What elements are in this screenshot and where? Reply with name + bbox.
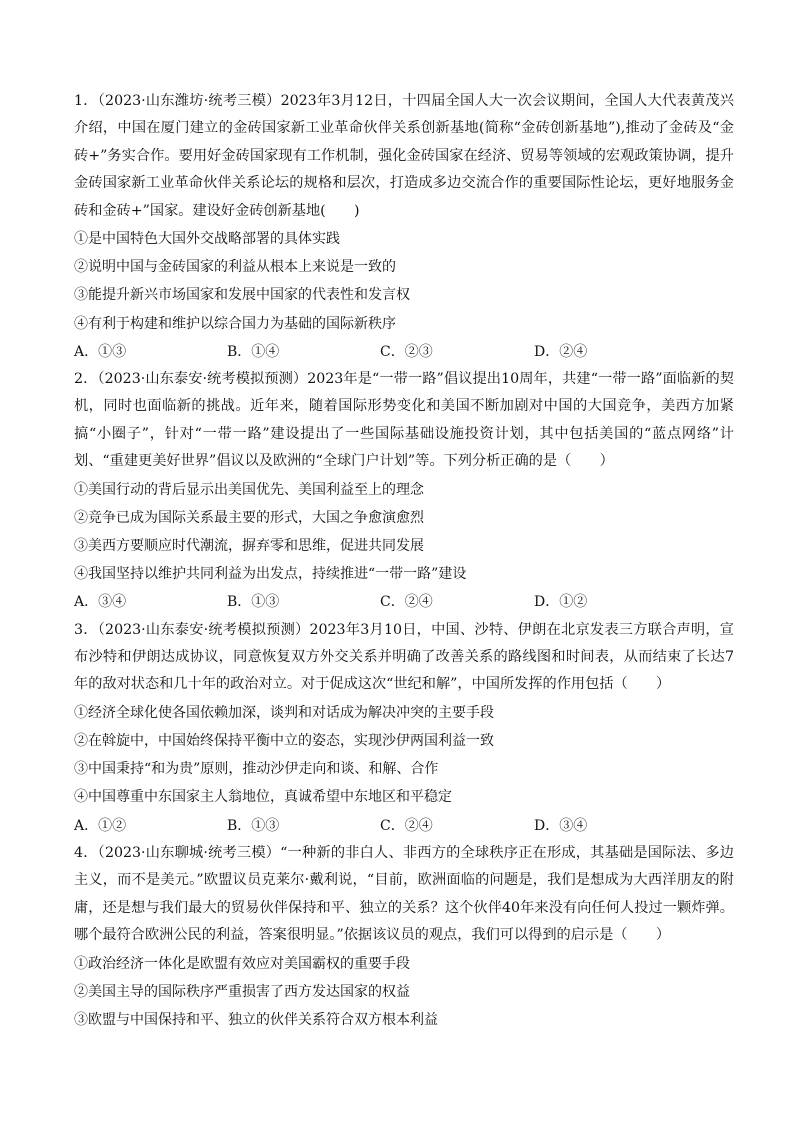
question-4 [74, 840, 734, 1034]
statement-option: ①政治经济一体化是欧盟有效应对美国霸权的重要手段 [74, 955, 410, 972]
question-stem: 1．（2023·山东潍坊·统考三模）2023年3月12日，十四届全国人大一次会议期间，全国人大代表黄茂兴介绍，中国在厦门建立的金砖国家新工业革命伙伴关系创新基地(简称“金砖创新基地”),推动了金砖及“金砖+”务实合作。要用好金砖国家现有工作机制，强化金砖国家在经济、贸易等领域的宏观政策协调，提升金砖国家新工业革命伙伴关系论坛的规格和层次，打造成多边交流合作的重要国际性论坛，更好地服务金砖和金砖+”国家。建设好金砖创新基地( ) [74, 93, 734, 219]
statement-option: ③能提升新兴市场国家和发展中国家的代表性和发言权 [74, 287, 410, 304]
statement-option: ②在斡旋中，中国始终保持平衡中立的姿态，实现沙伊两国利益一致 [74, 733, 494, 750]
question-1 [74, 88, 734, 366]
statement-option: ③欧盟与中国保持和平、独立的伙伴关系符合双方根本利益 [74, 1011, 438, 1028]
statement-option: ①经济全球化使各国依赖加深，谈判和对话成为解决冲突的主要手段 [74, 704, 494, 721]
statement-option: ①是中国特色大国外交战略部署的具体实践 [74, 231, 340, 248]
choice-d: D．③④ [534, 817, 588, 834]
choice-b: B．①③ [227, 594, 280, 611]
question-3 [74, 617, 734, 840]
answer-choices [74, 588, 734, 616]
choice-b: B．①③ [227, 817, 280, 834]
choice-a: A．①② [74, 817, 127, 834]
answer-choices [74, 812, 734, 840]
statement-option: ①美国行动的背后显示出美国优先、美国利益至上的理念 [74, 481, 424, 498]
question-stem: 3．（2023·山东泰安·统考模拟预测）2023年3月10日，中国、沙特、伊朗在北京发表三方联合声明，宣布沙特和伊朗达成协议，同意恢复双方外交关系并明确了改善关系的路线图和时间表，从而结束了长达7年的敌对状态和几十年的政治对立。对于促成这次“世纪和解”，中国所发挥的作用包括（ ） [74, 621, 734, 693]
choice-d: D．②④ [534, 343, 588, 360]
statement-option: ③中国秉持“和为贵”原则，推动沙伊走向和谈、和解、合作 [74, 761, 439, 778]
choice-c: C．②④ [380, 594, 433, 611]
choice-c: C．②③ [380, 343, 433, 360]
statement-option: ④中国尊重中东国家主人翁地位，真诚希望中东地区和平稳定 [74, 789, 452, 806]
statement-option: ④我国坚持以维护共同利益为出发点，持续推进“一带一路”建设 [74, 566, 467, 583]
statement-option: ④有利于构建和维护以综合国力为基础的国际新秩序 [74, 315, 396, 332]
statement-option: ②说明中国与金砖国家的利益从根本上来说是一致的 [74, 259, 396, 276]
question-2 [74, 366, 734, 617]
choice-d: D．①② [534, 594, 588, 611]
choice-a: A．③④ [74, 594, 127, 611]
choice-c: C．②④ [380, 817, 433, 834]
statement-option: ②竞争已成为国际关系最主要的形式，大国之争愈演愈烈 [74, 509, 424, 526]
document-page [74, 88, 734, 1034]
statement-option: ②美国主导的国际秩序严重损害了西方发达国家的权益 [74, 983, 410, 1000]
choice-b: B．①④ [227, 343, 280, 360]
choice-a: A．①③ [74, 343, 127, 360]
question-stem: 2．（2023·山东泰安·统考模拟预测）2023年是“一带一路”倡议提出10周年，共建“一带一路”面临新的契机，同时也面临新的挑战。近年来，随着国际形势变化和美国不断加剧对中国的大国竞争，美西方加紧搞“小圈子”，针对“一带一路”建设提出了一些国际基础设施投资计划，其中包括美国的“蓝点网络”计划、“重建更美好世界”倡议以及欧洲的“全球门户计划”等。下列分析正确的是（ ） [74, 371, 734, 470]
statement-option: ③美西方要顺应时代潮流，摒弃零和思维，促进共同发展 [74, 538, 424, 555]
answer-choices [74, 338, 734, 366]
question-stem: 4．（2023·山东聊城·统考三模）“一种新的非白人、非西方的全球秩序正在形成，其基础是国际法、多边主义，而不是美元。”欧盟议员克莱尔·戴利说，“目前，欧洲面临的问题是，我们是想成为大西洋朋友的附庸，还是想与我们最大的贸易伙伴保持和平、独立的关系？这个伙伴40年来没有向任何人投过一颗炸弹。哪个最符合欧洲公民的利益，答案很明显。”依据该议员的观点，我们可以得到的启示是（ ） [74, 844, 734, 944]
